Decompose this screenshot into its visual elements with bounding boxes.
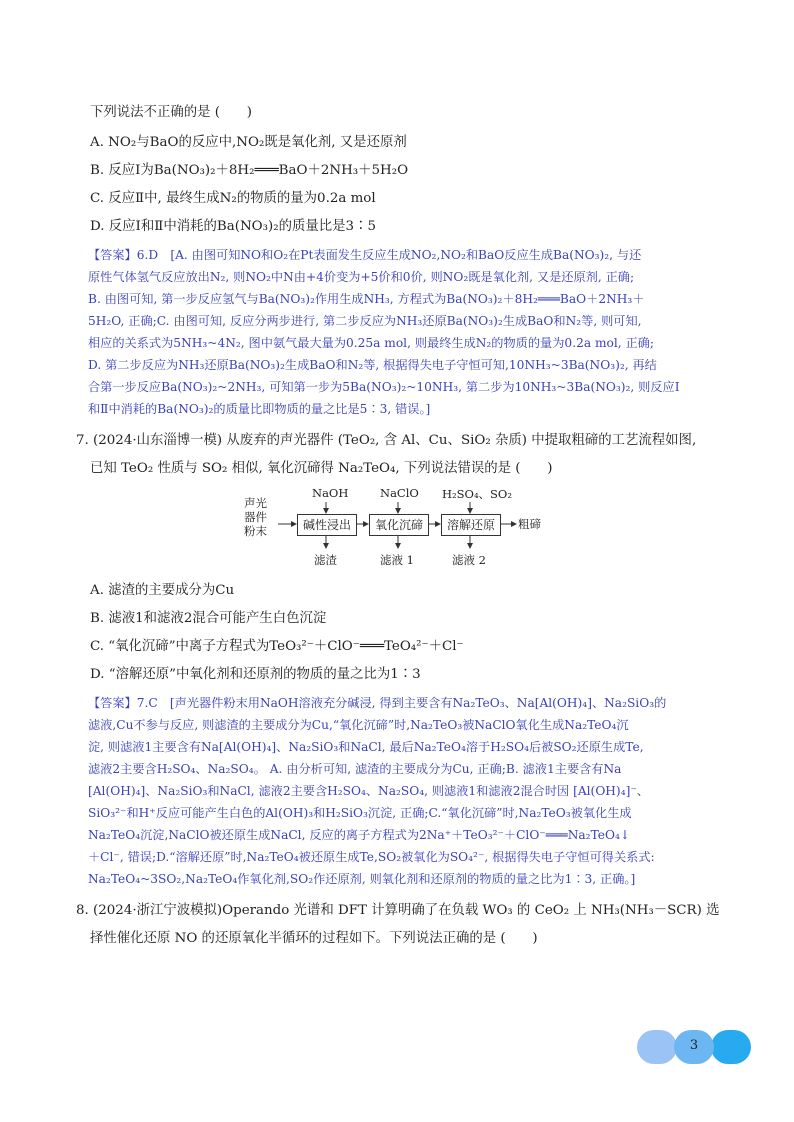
flow-step-3: 溶解还原 bbox=[441, 514, 501, 536]
flow-start-label: 声光 器件 粉末 bbox=[244, 496, 267, 538]
q6-option-c: C. 反应Ⅱ中, 最终生成N₂的物质的量为0.2a mol bbox=[90, 191, 376, 206]
q7-answer-line: [Al(OH)₄]、Na₂SiO₃和NaCl, 滤液2主要含H₂SO₄、Na₂SO₄, 则滤液1和滤液2混合时因 [Al(OH)₄]⁻、 bbox=[88, 784, 649, 798]
q7-answer-line: ＋Cl⁻, 错误;D.“溶解还原”时,Na₂TeO₄被还原生成Te,SO₂被氧化为SO₄²⁻, 根据得失电子守恒可得关系式: bbox=[88, 850, 655, 864]
q6-answer-line: 和Ⅱ中消耗的Ba(NO₃)₂的质量比即物质的量之比是5∶3, 错误。] bbox=[88, 402, 431, 416]
q6-answer-line: 合第一步反应Ba(NO₃)₂~2NH₃, 可知第一步为5Ba(NO₃)₂~10NH₃, 第二步为10NH₃~3Ba(NO₃)₂, 则反应Ⅰ bbox=[88, 380, 680, 394]
page-badge-right bbox=[711, 1030, 751, 1064]
q7-option-b: B. 滤液1和滤液2混合可能产生白色沉淀 bbox=[90, 611, 327, 626]
q6-option-d: D. 反应Ⅰ和Ⅱ中消耗的Ba(NO₃)₂的质量比是3∶5 bbox=[90, 219, 376, 234]
q7-answer-line: Na₂TeO₄~3SO₂,Na₂TeO₄作氧化剂,SO₂作还原剂, 则氧化剂和还原剂的物质的量之比为1∶3, 正确。] bbox=[88, 872, 636, 886]
q6-answer-line: D. 第二步反应为NH₃还原Ba(NO₃)₂生成BaO和N₂等, 根据得失电子守恒可知,10NH₃~3Ba(NO₃)₂, 再结 bbox=[88, 358, 657, 372]
flow-step-1: 碱性浸出 bbox=[297, 514, 357, 536]
q7-option-a: A. 滤渣的主要成分为Cu bbox=[90, 583, 235, 598]
q7-answer-line: 滤液,Cu不参与反应, 则滤渣的主要成分为Cu,“氧化沉碲”时,Na₂TeO₃被NaClO氧化生成Na₂TeO₄沉 bbox=[88, 718, 629, 732]
flow-reagent-3: H₂SO₄、SO₂ bbox=[442, 487, 512, 501]
q7-answer-line: 滤液2主要含H₂SO₄、Na₂SO₄。 A. 由分析可知, 滤渣的主要成分为Cu, 正确;B. 滤液1主要含有Na bbox=[88, 762, 622, 776]
q6-option-a: A. NO₂与BaO的反应中,NO₂既是氧化剂, 又是还原剂 bbox=[90, 135, 407, 150]
flow-waste-3: 滤液 2 bbox=[452, 553, 486, 567]
q7-answer-line: Na₂TeO₄沉淀,NaClO被还原生成NaCl, 反应的离子方程式为2Na⁺＋TeO₃²⁻＋ClO⁻═══Na₂TeO₄↓ bbox=[88, 828, 631, 842]
q6-stem: 下列说法不正确的是 ( ) bbox=[90, 105, 253, 120]
q6-answer-line: 5H₂O, 正确;C. 由图可知, 反应分两步进行, 第二步反应为NH₃还原Ba(NO₃)₂生成BaO和N₂等, 则可知, bbox=[88, 314, 642, 328]
q6-option-b: B. 反应Ⅰ为Ba(NO₃)₂＋8H₂═══BaO＋2NH₃＋5H₂O bbox=[90, 163, 409, 178]
q8-stem-line: 择性催化还原 NO 的还原氧化半循环的过程如下。下列说法正确的是 ( ) bbox=[90, 931, 538, 946]
q7-stem-line: 已知 TeO₂ 性质与 SO₂ 相似, 氧化沉碲得 Na₂TeO₄, 下列说法错误的是 ( ) bbox=[90, 461, 553, 476]
q6-answer-tag: 【答案】6.D bbox=[88, 248, 159, 262]
flow-reagent-2: NaClO bbox=[380, 486, 419, 500]
q7-option-c: C. “氧化沉碲”中离子方程式为TeO₃²⁻＋ClO⁻═══TeO₄²⁻＋Cl⁻ bbox=[90, 639, 464, 654]
q6-answer-line: B. 由图可知, 第一步反应氢气与Ba(NO₃)₂作用生成NH₃, 方程式为Ba(NO₃)₂＋8H₂═══BaO＋2NH₃＋ bbox=[88, 292, 645, 306]
flow-product: 粗碲 bbox=[518, 517, 541, 531]
q7-answer-line: 淀, 则滤液1主要含有Na[Al(OH)₄]、Na₂SiO₃和NaCl, 最后Na₂TeO₄溶于H₂SO₄后被SO₂还原生成Te, bbox=[88, 740, 644, 754]
q7-answer-line: [声光器件粉末用NaOH溶液充分碱浸, 得到主要含有Na₂TeO₃、Na[Al(OH)₄]、Na₂SiO₃的 bbox=[157, 696, 667, 710]
process-flowchart bbox=[244, 484, 548, 572]
flow-reagent-1: NaOH bbox=[312, 486, 349, 500]
q6-answer-line: [A. 由图可知NO和O₂在Pt表面发生反应生成NO₂,NO₂和BaO反应生成Ba(NO₃)₂, 与还 bbox=[158, 248, 642, 262]
page-badge-left bbox=[637, 1030, 677, 1064]
flow-step-2: 氧化沉碲 bbox=[369, 514, 429, 536]
page-number: 3 bbox=[689, 1038, 699, 1053]
q7-stem-line: 7. (2024·山东淄博一模) 从废弃的声光器件 (TeO₂, 含 Al、Cu、SiO₂ 杂质) 中提取粗碲的工艺流程如图, bbox=[76, 433, 697, 448]
q7-answer-line: SiO₃²⁻和H⁺反应可能产生白色的Al(OH)₃和H₂SiO₃沉淀, 正确;C.“氧化沉碲”时,Na₂TeO₃被氧化生成 bbox=[88, 806, 632, 820]
flow-waste-1: 滤渣 bbox=[314, 553, 337, 567]
flow-waste-2: 滤液 1 bbox=[380, 553, 414, 567]
q7-answer-tag: 【答案】7.C bbox=[88, 696, 158, 710]
q6-answer-line: 原性气体氢气反应放出N₂, 则NO₂中N由+4价变为+5价和0价, 则NO₂既是氧化剂, 又是还原剂, 正确; bbox=[88, 270, 635, 284]
q7-option-d: D. “溶解还原”中氧化剂和还原剂的物质的量之比为1∶3 bbox=[90, 667, 421, 682]
q6-answer-line: 相应的关系式为5NH₃~4N₂, 图中氨气最大量为0.25a mol, 则最终生成N₂的物质的量为0.2a mol, 正确; bbox=[88, 336, 654, 350]
q8-stem-line: 8. (2024·浙江宁波模拟)Operando 光谱和 DFT 计算明确了在负载 WO₃ 的 CeO₂ 上 NH₃(NH₃－SCR) 选 bbox=[76, 903, 720, 918]
